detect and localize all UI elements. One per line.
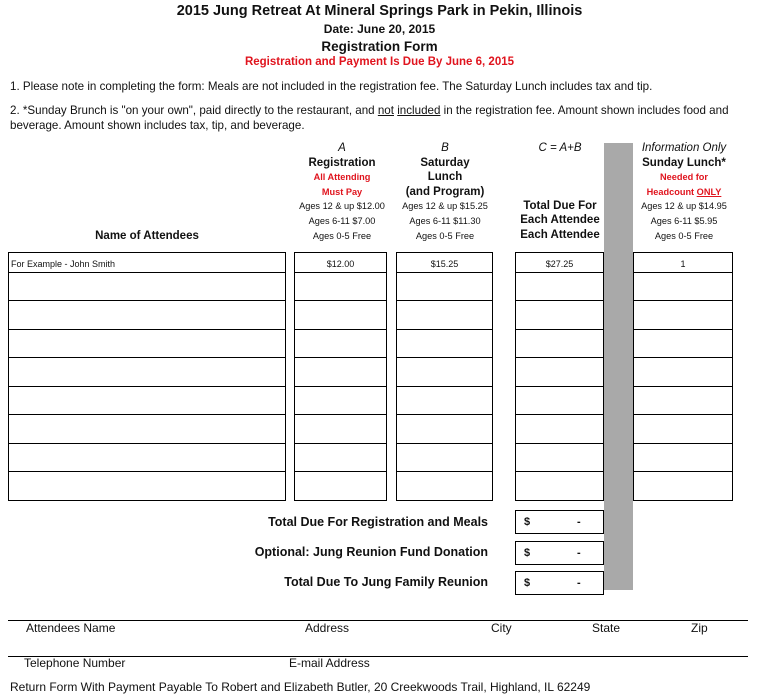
column-c-title-2: Each Attendee xyxy=(520,214,600,227)
currency-symbol: $ xyxy=(524,547,531,559)
column-d-price-3: Ages 0-5 Free xyxy=(654,230,714,241)
column-a-red-2: Must Pay xyxy=(321,186,363,197)
zip-label: Zip xyxy=(691,621,708,635)
column-b-letter: B xyxy=(441,142,449,154)
event-date: Date: June 20, 2015 xyxy=(323,22,436,36)
state-label: State xyxy=(592,621,621,635)
column-a-price-2: Ages 6-11 $7.00 xyxy=(308,215,376,226)
example-saturday-lunch: $15.25 xyxy=(430,259,459,269)
column-d-price-2: Ages 6-11 $5.95 xyxy=(650,215,718,226)
total-due-column-box[interactable] xyxy=(515,252,604,501)
name-column-box[interactable] xyxy=(8,252,286,501)
column-d-red-2-text: Headcount xyxy=(646,186,697,197)
amount-dash: - xyxy=(577,516,581,528)
column-d-red-2 xyxy=(632,185,736,200)
example-registration: $12.00 xyxy=(326,259,355,269)
column-c-formula: C = A+B xyxy=(538,142,582,154)
note-2-not: not xyxy=(377,104,394,117)
column-d-price-1: Ages 12 & up $14.95 xyxy=(641,201,727,212)
address-line[interactable] xyxy=(8,620,748,621)
column-b-header xyxy=(393,141,497,243)
address-label: Address xyxy=(305,621,350,635)
total-registration-meals-label: Total Due For Registration and Meals xyxy=(268,515,488,529)
column-a-title: Registration xyxy=(308,156,376,169)
donation-field[interactable] xyxy=(515,541,604,565)
saturday-lunch-column-box[interactable] xyxy=(396,252,493,501)
note-2-part-c: in the registration fee. Amount shown includes food and beverage. Amount shown includes tax, tip, and beverage. xyxy=(10,104,729,132)
column-c-title-1: Total Due For xyxy=(523,199,597,212)
city-label: City xyxy=(491,621,512,635)
note-2 xyxy=(10,104,755,133)
example-name: For Example - John Smith xyxy=(11,259,116,269)
column-d-header xyxy=(632,141,736,243)
column-a-header xyxy=(292,141,392,243)
return-instructions: Return Form With Payment Payable To Robert and Elizabeth Butler, 20 Creekwoods Trail, Highland, IL 62249 xyxy=(10,680,591,694)
total-registration-meals-field[interactable] xyxy=(515,510,604,534)
currency-symbol: $ xyxy=(524,577,531,589)
column-b-title-1: Saturday xyxy=(420,156,470,169)
total-family-reunion-field[interactable] xyxy=(515,571,604,595)
column-d-info: Information Only xyxy=(641,142,727,154)
donation-label: Optional: Jung Reunion Fund Donation xyxy=(254,545,488,559)
form-title: 2015 Jung Retreat At Mineral Springs Park in Pekin, Illinois xyxy=(176,3,583,19)
note-2-part-a: 2. *Sunday Brunch is "on your own", paid directly to the restaurant, and xyxy=(10,104,378,117)
currency-symbol: $ xyxy=(524,516,531,528)
column-b-price-2: Ages 6-11 $11.30 xyxy=(409,215,481,226)
name-column-header: Name of Attendees xyxy=(95,230,199,242)
column-b-title-2: Lunch xyxy=(427,171,463,184)
attendees-name-label: Attendees Name xyxy=(26,621,116,635)
note-1: 1. Please note in completing the form: Meals are not included in the registration fee. The Saturday Lunch includes tax and tip. xyxy=(10,80,653,93)
column-c-title-3: Each Attendee xyxy=(520,228,600,241)
column-b-price-3: Ages 0-5 Free xyxy=(415,230,475,241)
example-total-due: $27.25 xyxy=(545,259,574,269)
column-c-header xyxy=(508,141,612,242)
column-d-title: Sunday Lunch* xyxy=(642,156,726,169)
example-sunday-lunch: 1 xyxy=(680,259,686,269)
form-name: Registration Form xyxy=(321,39,438,54)
column-a-letter: A xyxy=(338,142,346,154)
column-b-price-1: Ages 12 & up $15.25 xyxy=(402,201,488,212)
column-a-red-1: All Attending xyxy=(313,172,371,183)
amount-dash: - xyxy=(577,547,581,559)
column-a-price-1: Ages 12 & up $12.00 xyxy=(299,201,385,212)
column-d-red-only: ONLY xyxy=(696,186,722,197)
total-family-reunion-label: Total Due To Jung Family Reunion xyxy=(284,575,488,589)
column-d-red-1: Needed for xyxy=(660,172,708,183)
telephone-label: Telephone Number xyxy=(24,656,126,670)
sunday-lunch-column-box[interactable] xyxy=(633,252,733,501)
email-label: E-mail Address xyxy=(289,656,370,670)
column-a-price-3: Ages 0-5 Free xyxy=(312,230,372,241)
column-b-title-3: (and Program) xyxy=(405,185,485,198)
due-notice: Registration and Payment Is Due By June 6, 2015 xyxy=(244,56,515,68)
registration-column-box[interactable] xyxy=(294,252,387,501)
amount-dash: - xyxy=(577,577,581,589)
note-2-included: included xyxy=(397,104,441,117)
